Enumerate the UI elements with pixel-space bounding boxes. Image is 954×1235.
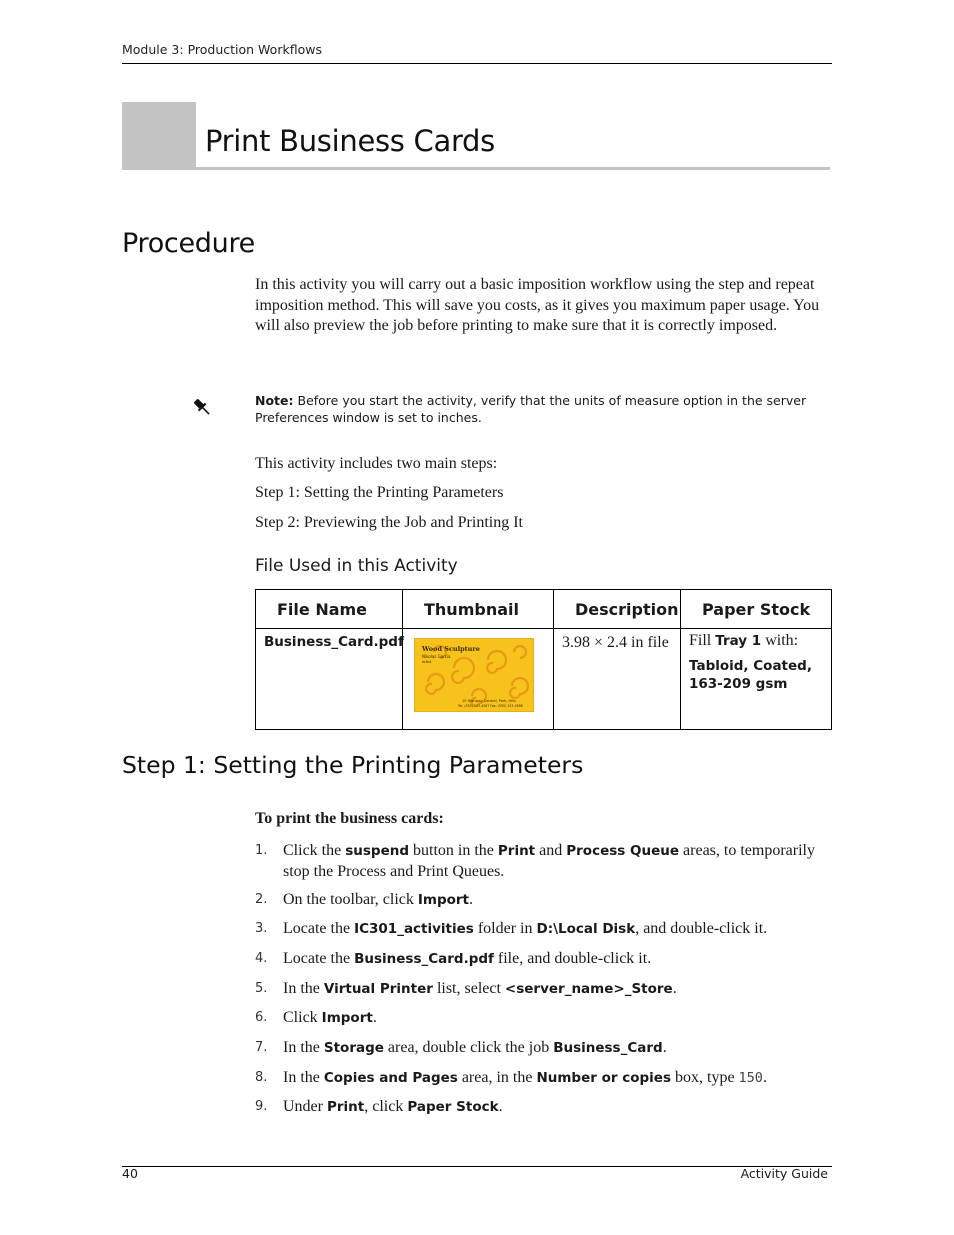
column-header: Description: [554, 590, 681, 629]
step-text: box, type: [671, 1069, 739, 1086]
step-text: .: [469, 891, 474, 908]
step-text: area, double click the job: [383, 1039, 554, 1056]
title-block: [122, 102, 196, 170]
step-text: .: [372, 1009, 377, 1026]
ui-term: Import: [321, 1010, 373, 1026]
step-number: 7.: [255, 1040, 268, 1055]
stock-instruction: [689, 632, 831, 650]
business-card-thumbnail: [414, 638, 534, 712]
page-number: 40: [122, 1166, 138, 1181]
stock-suffix: with:: [761, 632, 799, 649]
thumbnail-phone: Tel: (555) 123-4567 Fax: (555) 123-4568: [458, 704, 523, 708]
column-header: Paper Stock: [681, 590, 832, 629]
note: [255, 392, 830, 426]
file-table: [255, 589, 832, 730]
ui-term: IC301_activities: [354, 921, 474, 937]
step-text: file, and double-click it.: [493, 950, 652, 967]
step-text: Click: [283, 1009, 322, 1026]
step-number: 1.: [255, 843, 268, 858]
step-number: 8.: [255, 1070, 268, 1085]
step-text: areas, to temporarily stop the Process and Print Queues.: [283, 842, 815, 880]
step-text: area, in the: [457, 1069, 537, 1086]
step-text: and: [535, 842, 567, 859]
step-text: , and double-click it.: [635, 920, 768, 937]
stock-prefix: Fill: [689, 632, 716, 649]
ui-term: Import: [417, 892, 470, 908]
step-text: In the: [283, 1069, 324, 1086]
step-text: folder in: [473, 920, 537, 937]
step-text: On the toolbar, click: [283, 891, 418, 908]
step1-heading: Step 1: Setting the Printing Parameters: [122, 751, 584, 779]
list-item: [255, 890, 830, 911]
note-text: Before you start the activity, verify that the units of measure option in the server Preferences window is set to inches.: [255, 393, 807, 425]
column-header: File Name: [256, 590, 403, 629]
step-number: 3.: [255, 921, 268, 936]
description-cell: 3.98 × 2.4 in file: [554, 629, 681, 730]
thumbnail-role: Artist: [422, 660, 432, 664]
stock-tray: Tray 1: [715, 633, 762, 649]
includes-text: This activity includes two main steps:: [255, 455, 498, 472]
ui-term: Process Queue: [566, 843, 680, 859]
table-row: [256, 629, 832, 730]
guide-name: Activity Guide: [740, 1166, 828, 1181]
step-text: Under: [283, 1098, 327, 1115]
step-number: 2.: [255, 892, 268, 907]
title-rule: [196, 167, 830, 170]
list-item: [255, 919, 830, 940]
ui-term: Storage: [323, 1040, 384, 1056]
step-text: In the: [283, 980, 324, 997]
list-item: [255, 1097, 830, 1118]
table-header-row: [256, 590, 832, 629]
step-text: .: [662, 1039, 667, 1056]
ui-term: Print: [326, 1099, 365, 1115]
step-text: , click: [364, 1098, 408, 1115]
thumbnail-name: Nikolas Garcia: [422, 654, 451, 659]
ui-term: Copies and Pages: [323, 1070, 458, 1086]
step-number: 9.: [255, 1099, 268, 1114]
ui-term: suspend: [345, 843, 409, 859]
column-header: Thumbnail: [403, 590, 554, 629]
running-head: Module 3: Production Workflows: [122, 42, 322, 57]
list-item: [255, 979, 830, 1000]
procedure-heading: Procedure: [122, 228, 255, 259]
step-number: 6.: [255, 1010, 268, 1025]
pushpin-icon: [190, 395, 214, 419]
list-item: [255, 1038, 830, 1059]
step-text: .: [762, 1069, 767, 1086]
typed-value: 150: [738, 1070, 763, 1086]
header-rule: [122, 63, 832, 64]
list-item: [255, 1068, 830, 1089]
file-section-heading: File Used in this Activity: [255, 556, 458, 576]
step-text: Locate the: [283, 920, 355, 937]
intro-paragraph: In this activity you will carry out a basic imposition workflow using the step and repeat imposition method. This will save you costs, as it gives you maximum paper usage. You will also preview the job before printing to make sure that it is correctly imposed.: [255, 276, 820, 334]
ui-term: Number or copies: [536, 1070, 671, 1086]
ui-term: Paper Stock: [407, 1099, 499, 1115]
step-text: .: [672, 980, 677, 997]
step-text: Locate the: [283, 950, 355, 967]
note-label: Note:: [255, 393, 294, 408]
footer-rule: [122, 1166, 832, 1167]
step-text: In the: [283, 1039, 324, 1056]
step-text: Click the: [283, 842, 346, 859]
list-item: [255, 1008, 830, 1029]
step-number: 5.: [255, 981, 268, 996]
paper-stock-cell: [681, 629, 832, 730]
step1-subhead: To print the business cards:: [255, 810, 444, 827]
step-text: button in the: [409, 842, 498, 859]
thumbnail-address: 10 Highway Central, Park, Hills: [462, 699, 516, 703]
ui-term: D:\Local Disk: [536, 921, 636, 937]
step-text: .: [498, 1098, 503, 1115]
ui-term: Business_Card: [553, 1040, 663, 1056]
step-text: list, select: [432, 980, 505, 997]
step-list-item: Step 1: Setting the Printing Parameters: [255, 484, 504, 501]
ui-term: Virtual Printer: [323, 981, 433, 997]
thumbnail-title: Wood Sculpture: [422, 645, 480, 653]
page-title: Print Business Cards: [205, 124, 495, 158]
ui-term: Business_Card.pdf: [354, 951, 494, 967]
ui-term: <server_name>_Store: [504, 981, 673, 997]
ui-term: Print: [497, 843, 536, 859]
file-name-cell: Business_Card.pdf: [256, 629, 403, 730]
list-item: [255, 949, 830, 970]
list-item: [255, 841, 830, 882]
step-number: 4.: [255, 951, 268, 966]
stock-detail: Tabloid, Coated, 163-209 gsm: [689, 658, 812, 692]
thumbnail-cell: [403, 629, 554, 730]
step-list-item: Step 2: Previewing the Job and Printing It: [255, 514, 523, 531]
